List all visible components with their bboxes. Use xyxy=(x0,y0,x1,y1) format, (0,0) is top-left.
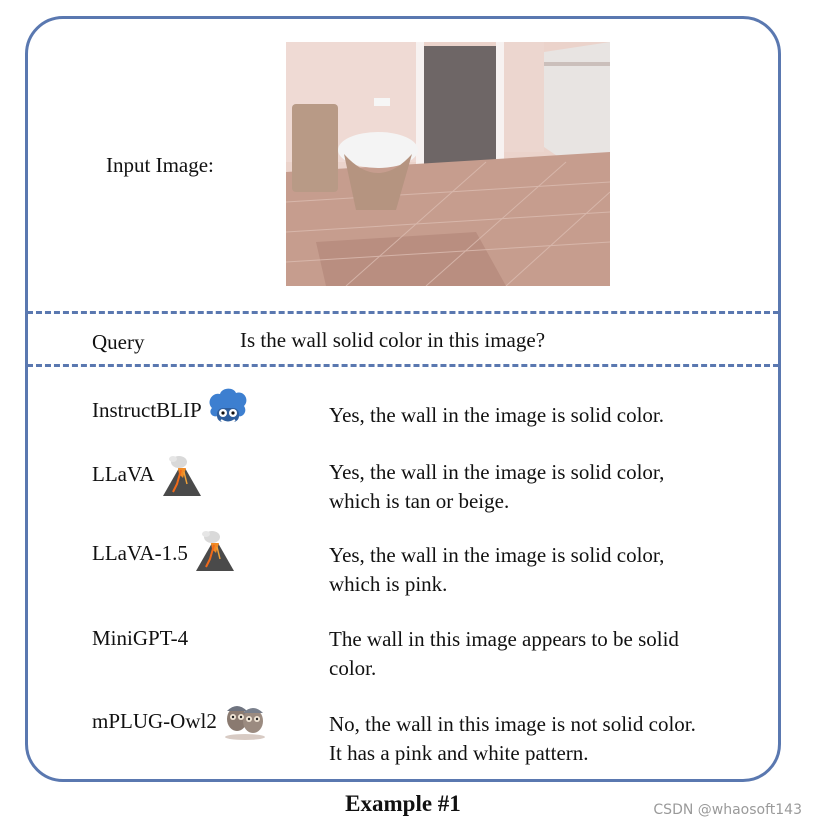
model-llava xyxy=(92,450,203,498)
query-label: Query xyxy=(92,330,145,354)
watermark: CSDN @whaosoft143 xyxy=(653,802,802,818)
answer-line: Yes, the wall in the image is solid color. xyxy=(329,403,665,427)
answer-llava xyxy=(329,458,769,516)
answer-minigpt-4 xyxy=(329,625,769,683)
model-name: LLaVA-1.5 xyxy=(92,540,188,565)
answer-line: The wall in this image appears to be solid xyxy=(329,627,679,651)
model-llava-1-5 xyxy=(92,533,236,573)
model-instructblip xyxy=(92,392,250,428)
answer-line: color. xyxy=(329,656,377,680)
answer-mplug-owl2 xyxy=(329,710,769,768)
answer-line: Yes, the wall in the image is solid color, xyxy=(329,543,665,567)
model-name: mPLUG-Owl2 xyxy=(92,708,217,733)
answer-instructblip xyxy=(329,401,769,430)
answer-line: No, the wall in this image is not solid color. xyxy=(329,712,696,736)
model-mplug-owl2 xyxy=(92,699,269,743)
model-name: MiniGPT-4 xyxy=(92,626,189,650)
query-text: Is the wall solid color in this image? xyxy=(240,328,546,352)
owls-icon xyxy=(221,697,269,743)
answer-line: which is pink. xyxy=(329,572,448,596)
figure-caption: Example #1 xyxy=(345,791,461,816)
answer-llava-1-5 xyxy=(329,541,769,599)
volcano-icon xyxy=(192,529,236,573)
answer-line: Yes, the wall in the image is solid color, xyxy=(329,460,665,484)
model-name: LLaVA xyxy=(92,461,155,486)
instructblip-mascot-icon xyxy=(206,386,250,428)
volcano-icon xyxy=(159,454,203,498)
divider-top xyxy=(27,311,779,314)
model-minigpt-4 xyxy=(92,626,188,651)
model-name: InstructBLIP xyxy=(92,397,202,422)
divider-bottom xyxy=(27,364,779,367)
answer-line: It has a pink and white pattern. xyxy=(329,741,589,765)
input-image-label: Input Image: xyxy=(106,153,214,177)
answer-line: which is tan or beige. xyxy=(329,489,510,513)
input-photo-bathroom xyxy=(286,42,610,286)
